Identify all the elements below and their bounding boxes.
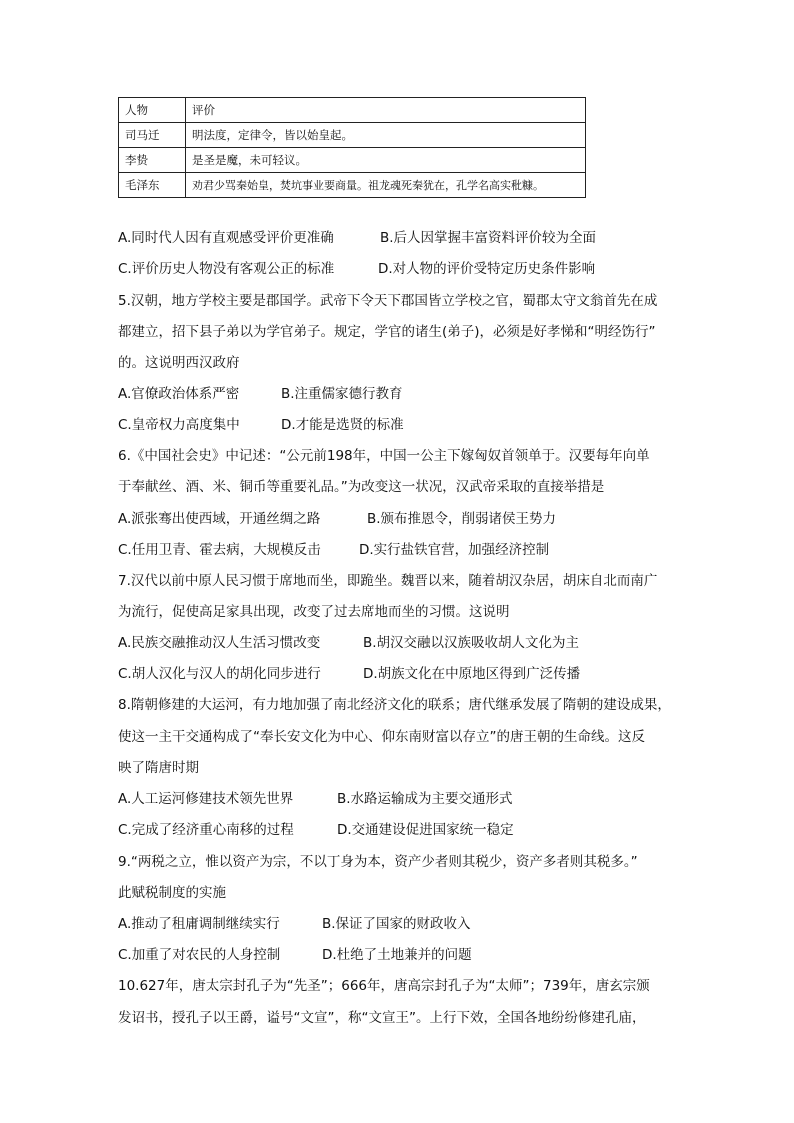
q8-stem-line: 8.隋朝修建的大运河，有力地加强了南北经济文化的联系；唐代继承发展了隋朝的建设成果， (118, 697, 671, 713)
q8-stem-line: 使这一主干交通构成了“奉长安文化为中心、仰东南财富以存立”的唐王朝的生命线。这反 (118, 729, 645, 745)
q5-option-a: A.官僚政治体系严密 (118, 386, 240, 402)
table-header-row (119, 98, 586, 123)
table-cell-evaluation: 是圣是魔，未可轻议。 (186, 148, 586, 173)
table-cell-person: 司马迁 (119, 123, 186, 148)
q6-stem-line: 于奉献丝、酒、米、铜币等重要礼品。”为改变这一状况，汉武帝采取的直接举措是 (118, 479, 605, 495)
q6-option-a: A.派张骞出使西域，开通丝绸之路 (118, 511, 321, 527)
evaluation-table (118, 97, 586, 198)
q6-stem-line: 6.《中国社会史》中记述：“公元前198年，中国一公主下嫁匈奴首领单于。汉要每年向单 (118, 448, 650, 464)
table-cell-person: 李贽 (119, 148, 186, 173)
table-row (119, 123, 586, 148)
q4-option-d: D.对人物的评价受特定历史条件影响 (378, 261, 596, 277)
q5-option-b: B.注重儒家德行教育 (281, 386, 403, 402)
q8-option-c: C.完成了经济重心南移的过程 (118, 822, 294, 838)
q8-option-b: B.水路运输成为主要交通形式 (337, 791, 513, 807)
q10-stem-line: 发诏书，授孔子以王爵，谥号“文宣”，称“文宣王”。上行下效，全国各地纷纷修建孔庙， (118, 1010, 646, 1026)
q9-option-c: C.加重了对农民的人身控制 (118, 947, 281, 963)
q7-option-d: D.胡族文化在中原地区得到广泛传播 (363, 666, 581, 682)
q9-option-a: A.推动了租庸调制继续实行 (118, 916, 280, 932)
table-header-cell: 评价 (186, 98, 586, 123)
q5-option-c: C.皇帝权力高度集中 (118, 417, 240, 433)
q9-stem-line: 此赋税制度的实施 (118, 885, 226, 901)
q5-option-d: D.才能是选贤的标准 (281, 417, 404, 433)
q8-stem-line: 映了隋唐时期 (118, 760, 199, 776)
q7-stem-line: 7.汉代以前中原人民习惯于席地而坐，即跪坐。魏晋以来，随着胡汉杂居，胡床自北而南广 (118, 573, 658, 589)
q4-option-c: C.评价历史人物没有客观公正的标准 (118, 261, 335, 277)
q10-stem-line: 10.627年，唐太宗封孔子为“先圣”；666年，唐高宗封孔子为“太师”；739年，唐玄宗颁 (118, 978, 650, 994)
table-row (119, 148, 586, 173)
q6-option-d: D.实行盐铁官营，加强经济控制 (359, 542, 550, 558)
q6-option-b: B.颁布推恩令，削弱诸侯王势力 (367, 511, 557, 527)
table-cell-person: 毛泽东 (119, 173, 186, 198)
table-cell-evaluation: 劝君少骂秦始皇，焚坑事业要商量。祖龙魂死秦犹在，孔学名高实秕糠。 (186, 173, 586, 198)
q5-stem-line: 5.汉朝，地方学校主要是郡国学。武帝下令天下郡国皆立学校之官，蜀郡太守文翁首先在成 (118, 293, 658, 309)
q9-stem-line: 9.“两税之立，惟以资产为宗，不以丁身为本，资产少者则其税少，资产多者则其税多。” (118, 854, 638, 870)
q7-option-b: B.胡汉交融以汉族吸收胡人文化为主 (363, 635, 580, 651)
q7-option-a: A.民族交融推动汉人生活习惯改变 (118, 635, 321, 651)
q8-option-d: D.交通建设促进国家统一稳定 (337, 822, 514, 838)
q6-option-c: C.任用卫青、霍去病，大规模反击 (118, 542, 321, 558)
table-header-cell: 人物 (119, 98, 186, 123)
table-cell-evaluation: 明法度，定律令，皆以始皇起。 (186, 123, 586, 148)
q5-stem-line: 都建立，招下县子弟以为学官弟子。规定，学官的诸生(弟子)，必须是好孝悌和“明经饬行” (118, 324, 656, 340)
q4-option-a: A.同时代人因有直观感受评价更准确 (118, 230, 334, 246)
q7-option-c: C.胡人汉化与汉人的胡化同步进行 (118, 666, 321, 682)
q7-stem-line: 为流行，促使高足家具出现，改变了过去席地而坐的习惯。这说明 (118, 604, 510, 620)
q5-stem-line: 的。这说明西汉政府 (118, 355, 240, 371)
q9-option-d: D.杜绝了土地兼并的问题 (322, 947, 472, 963)
q9-option-b: B.保证了国家的财政收入 (322, 916, 471, 932)
table-row (119, 173, 586, 198)
q4-option-b: B.后人因掌握丰富资料评价较为全面 (380, 230, 597, 246)
q8-option-a: A.人工运河修建技术领先世界 (118, 791, 294, 807)
